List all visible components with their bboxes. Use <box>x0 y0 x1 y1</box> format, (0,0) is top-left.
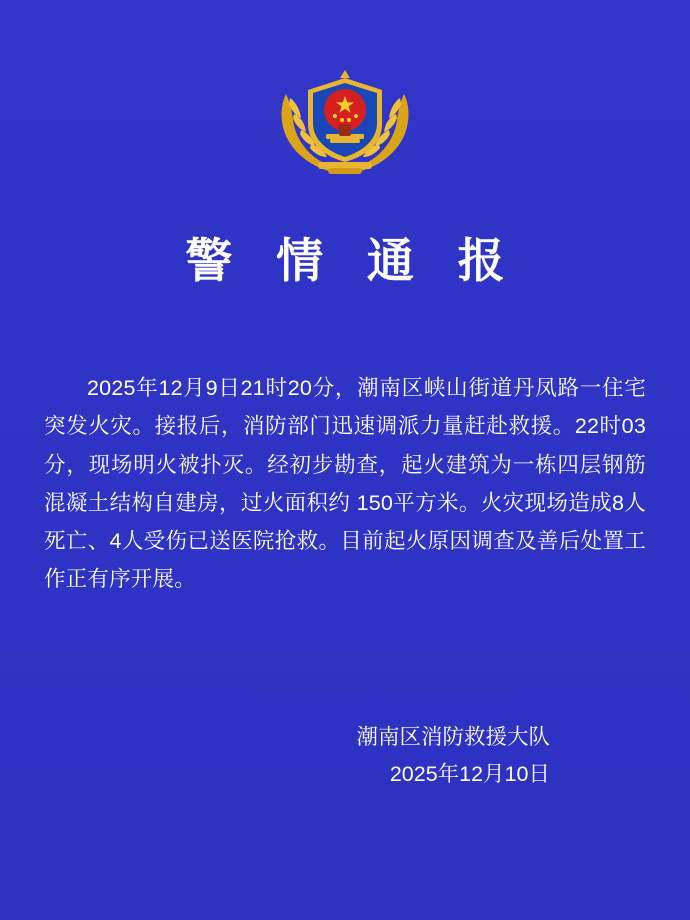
signature-date: 2025年12月10日 <box>389 762 550 787</box>
emblem-container <box>44 0 646 180</box>
china-police-emblem-icon <box>260 62 430 180</box>
signature-organization: 潮南区消防救援大队 <box>356 724 550 749</box>
page-title: 警 情 通 报 <box>185 236 521 288</box>
signature-block <box>44 719 646 794</box>
notice-body-text: 2025年12月9日21时20分，潮南区峡山街道丹凤路一住宅突发火灾。接报后，消防部门迅速调派力量赶赴救援。22时03分，现场明火被扑灭。经初步勘查，起火建筑为一栋四层钢筋混凝土结构自建房，过火面积约 150平方米。火灾现场造成8人死亡、4人受伤已送医院抢救。目前起火原因调查及善后处置工作正有序开展。 <box>44 376 646 592</box>
